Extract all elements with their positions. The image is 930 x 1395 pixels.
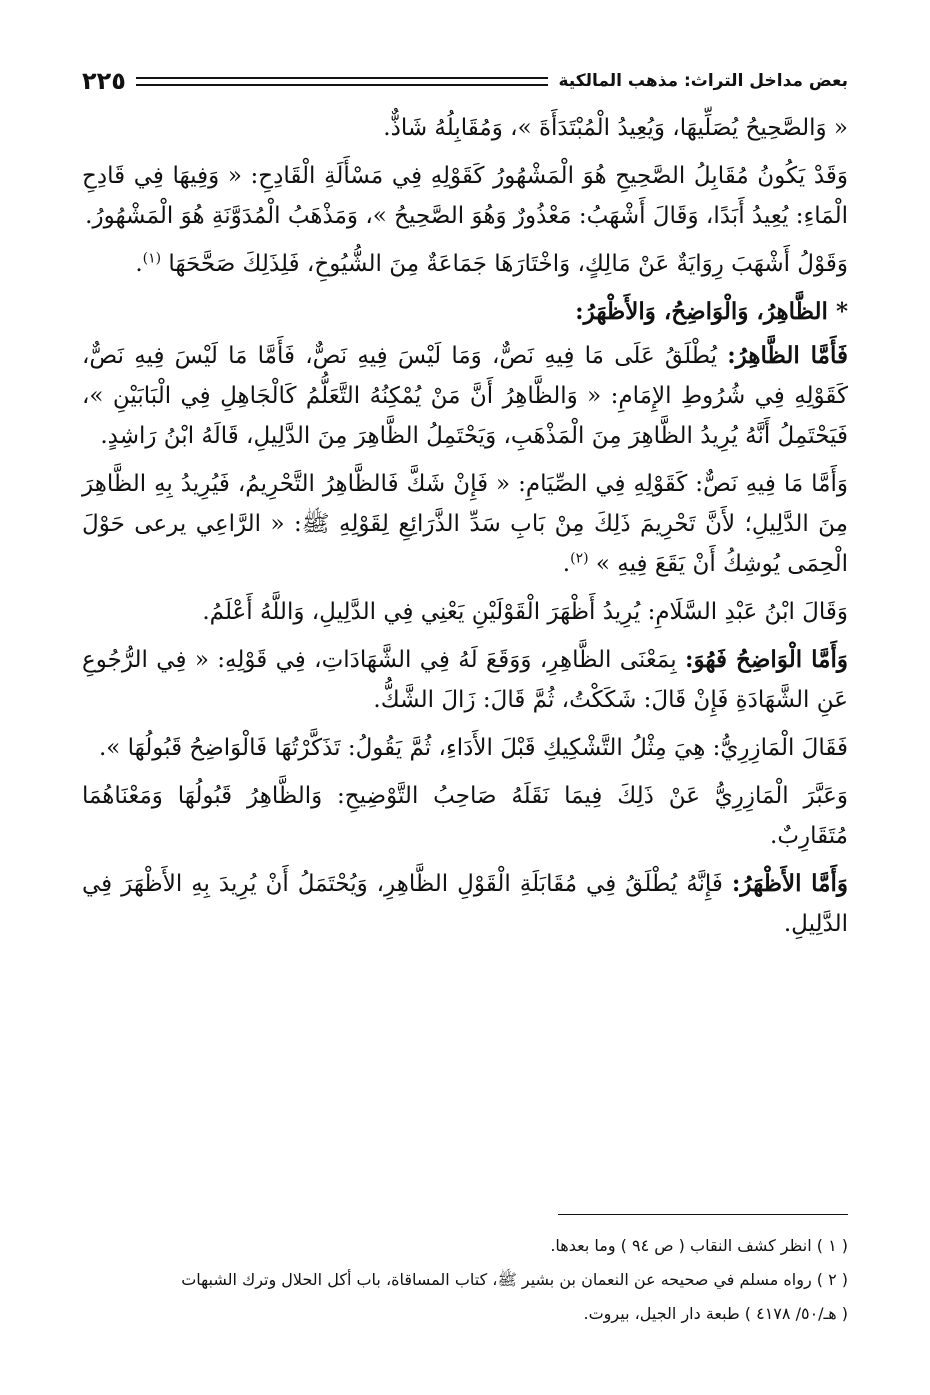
page-body (82, 108, 848, 944)
book-page (82, 64, 848, 1364)
paragraph-7-text: بِمَعْنَى الظَّاهِرِ، وَوَقَعَ لَهُ فِي الشَّهَادَاتِ، فِي قَوْلِهِ: « فِي الرُّجُوعِ عَنِ الشَّهَادَةِ فَإِنْ قَالَ: شَكَكْتُ، ثُمَّ قَالَ: زَالَ الشَّكُّ. (82, 647, 848, 713)
header-rule (136, 77, 549, 86)
paragraph-5-text: وَأَمَّا مَا فِيهِ نَصٌّ: كَقَوْلِهِ فِي الصِّيَامِ: « فَإِنْ شَكَّ فَالظَّاهِرُ التَّحْرِيمُ، فَيُرِيدُ بِهِ الظَّاهِرَ مِنَ الدَّلِيلِ؛ لأَنَّ تَحْرِيمَ ذَلِكَ مِنْ بَابِ سَدِّ الذَّرَائِعِ لِقَوْلِهِ ﷺ: « الرَّاعِي يرعى حَوْلَ الْحِمَى يُوشِكُ أَنْ يَقَعَ فِيهِ » (82, 471, 848, 577)
paragraph-10-text: فَإِنَّهُ يُطْلَقُ فِي مُقَابَلَةِ الْقَوْلِ الظَّاهِرِ، وَيُحْتَمَلُ أَنْ يُرِيدَ بِهِ الأَظْهَرَ فِي الدَّلِيلِ. (82, 871, 848, 937)
footnote-1: ( ١ ) انظر كشف النقاب ( ص ٩٤ ) وما بعدها. (550, 1236, 848, 1255)
paragraph-10 (82, 864, 848, 944)
page-number: ٢٢٥ (82, 67, 126, 95)
section-heading: * الظَّاهِرُ، وَالْوَاضِحُ، وَالأَظْهَرُ: (575, 298, 848, 325)
footnote-2-line-1: ( ٢ ) رواه مسلم في صحيحه عن النعمان بن بشير ﷺ، كتاب المساقاة، باب أكل الحلال وترك الشبهات (181, 1270, 848, 1289)
paragraph-9: وَعَبَّرَ الْمَازِرِيُّ عَنْ ذَلِكَ فِيمَا نَقَلَهُ صَاحِبُ التَّوْضِيحِ: وَالظَّاهِرُ قَبُولُهَا وَمَعْنَاهُمَا مُتَقَارِبٌ. (82, 783, 848, 849)
footnote-2-line-2: ( هـ/٥٠/ ٤١٧٨ ) طبعة دار الجيل، بيروت. (583, 1304, 848, 1323)
footnote-ref-2[interactable]: (٢) (570, 550, 589, 567)
running-title: بعض مداخل التراث: مذهب المالكية (558, 71, 848, 91)
page-header (82, 64, 848, 98)
paragraph-4 (82, 336, 848, 456)
paragraph-6: وَقَالَ ابْنُ عَبْدِ السَّلَامِ: يُرِيدُ أَظْهَرَ الْقَوْلَيْنِ يَعْنِي فِي الدَّلِيلِ، وَاللَّهُ أَعْلَمُ. (202, 599, 848, 625)
paragraph-7-lead: وَأَمَّا الْوَاضِحُ فَهُوَ: (685, 646, 848, 673)
paragraph-1: « وَالصَّحِيحُ يُصَلِّيهَا، وَيُعِيدُ الْمُبْتَدَأَةَ »، وَمُقَابِلُهُ شَاذٌّ. (383, 115, 848, 141)
paragraph-3-text: وَقَوْلُ أَشْهَبَ رِوَايَةٌ عَنْ مَالِكٍ، وَاخْتَارَهَا جَمَاعَةٌ مِنَ الشُّيُوخِ، فَلِذَلِكَ صَحَّحَهَا (168, 251, 848, 277)
footnotes (82, 1229, 848, 1331)
paragraph-5: وَأَمَّا مَا فِيهِ نَصٌّ: كَقَوْلِهِ فِي الصِّيَامِ: « فَإِنْ شَكَّ فَالظَّاهِرُ التَّحْرِيمُ، فَيُرِيدُ بِهِ الظَّاهِرَ مِنَ الدَّلِيلِ؛ لأَنَّ تَحْرِيمَ ذَلِكَ مِنْ بَابِ سَدِّ الذَّرَائِعِ لِقَوْلِهِ ﷺ: « الرَّاعِي يرعى حَوْلَ الْحِمَى يُوشِكُ أَنْ يَقَعَ فِيهِ » $^{(٢)}$. (82, 471, 848, 577)
paragraph-4-text: يُطْلَقُ عَلَى مَا فِيهِ نَصٌّ، وَمَا لَيْسَ فِيهِ نَصٌّ، فَأَمَّا مَا لَيْسَ فِيهِ نَصٌّ، كَقَوْلِهِ فِي شُرُوطِ الإِمَامِ: « وَالظَّاهِرُ أَنَّ مَنْ يُمْكِنُهُ التَّعَلُّمُ كَالْجَاهِلِ فِي الْبَابَيْنِ »، فَيَحْتَمِلُ أَنَّهُ يُرِيدُ الظَّاهِرَ مِنَ الْمَذْهَبِ، وَيَحْتَمِلُ الظَّاهِرَ مِنَ الدَّلِيلِ، قَالَهُ ابْنُ رَاشِدٍ. (82, 343, 848, 449)
paragraph-8: فَقَالَ الْمَازِرِيُّ: هِيَ مِثْلُ التَّشْكِيكِ قَبْلَ الأَدَاءِ، ثُمَّ يَقُولُ: تَذَكَّرْتُهَا فَالْوَاضِحُ قَبُولُهَا ». (98, 735, 848, 761)
paragraph-7 (82, 640, 848, 720)
paragraph-3: وَقَوْلُ أَشْهَبَ رِوَايَةٌ عَنْ مَالِكٍ، وَاخْتَارَهَا جَمَاعَةٌ مِنَ الشُّيُوخِ، فَلِذَلِكَ صَحَّحَهَا $^{(١)}$. (135, 250, 848, 277)
footnote-ref-1[interactable]: (١) (142, 250, 162, 267)
paragraph-4-lead: فَأَمَّا الظَّاهِرُ: (727, 342, 848, 369)
paragraph-2: وَقَدْ يَكُونُ مُقَابِلُ الصَّحِيحِ هُوَ الْمَشْهُورُ كَقَوْلِهِ فِي مَسْأَلَةِ الْقَادِحِ: « وَفِيهَا فِي قَادِحِ الْمَاءِ: يُعِيدُ أَبَدًا، وَقَالَ أَشْهَبُ: مَعْذُورٌ وَهُوَ الصَّحِيحُ »، وَمَذْهَبُ الْمُدَوَّنَةِ هُوَ الْمَشْهُورُ. (82, 163, 848, 229)
paragraph-10-lead: وَأَمَّا الأَظْهَرُ: (731, 870, 848, 897)
footnote-separator (558, 1214, 848, 1215)
